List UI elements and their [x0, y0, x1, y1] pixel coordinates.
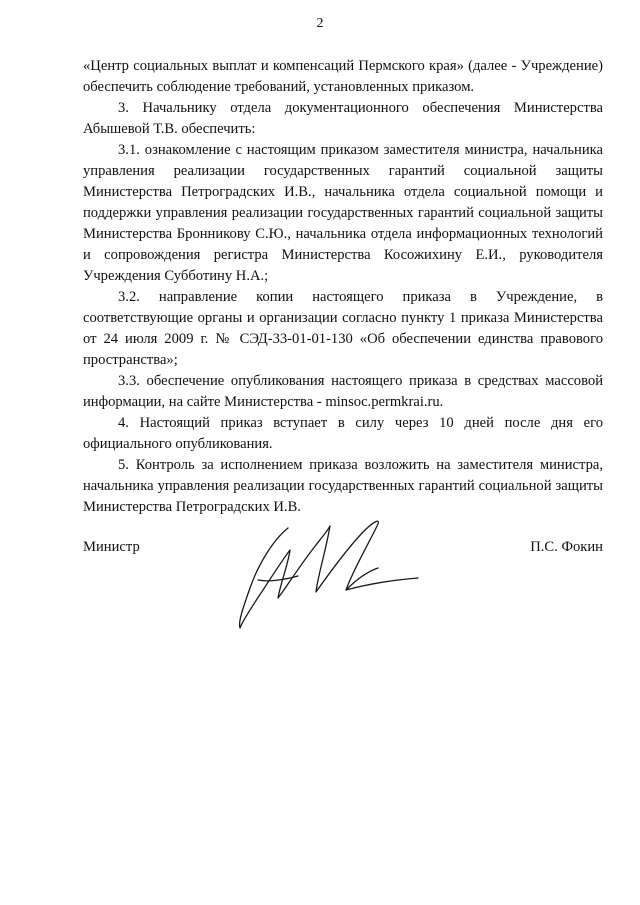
paragraph-item-4: 4. Настоящий приказ вступает в силу через 10 дней после дня его официального опубликования. [83, 415, 603, 452]
handwritten-signature [228, 510, 428, 635]
signatory-role: Министр [83, 539, 140, 555]
paragraph-continuation: «Центр социальных выплат и компенсаций Пермского края» (далее - Учреждение) обеспечить соблюдение требований, установленных приказом. [83, 58, 603, 95]
paragraph-item-3-3: 3.3. обеспечение опубликования настоящего приказа в средствах массовой информации, на сайте Министерства - minsoc.permkrai.ru. [83, 373, 603, 410]
paragraph-item-3-1: 3.1. ознакомление с настоящим приказом заместителя министра, начальника управления реализации государственных гарантий социальной защиты Министерства Петроградских И.В., начальника отдела социальной помощи и поддержки управления реализации государственных гарантий социальной защиты Министерства Бронникову С.Ю., начальника отдела информационных технологий и сопровождения регистра Министерства Косожихину Е.И., руководителя Учреждения Субботину Н.А.; [83, 142, 603, 284]
paragraph-item-3-2: 3.2. направление копии настоящего приказа в Учреждение, в соответствующие органы и организации согласно пункту 1 приказа Министерства от 24 июля 2009 г. № СЭД-33-01-01-130 «Об обеспечении единства правового пространства»; [83, 289, 603, 368]
paragraph-item-5: 5. Контроль за исполнением приказа возложить на заместителя министра, начальника управления реализации государственных гарантий социальной защиты Министерства Петроградских И.В. [83, 457, 603, 515]
page-number: 2 [316, 16, 324, 31]
signatory-name: П.С. Фокин [530, 539, 603, 555]
document-body [83, 56, 603, 518]
paragraph-item-3: 3. Начальнику отдела документационного обеспечения Министерства Абышевой Т.В. обеспечить: [83, 100, 603, 137]
